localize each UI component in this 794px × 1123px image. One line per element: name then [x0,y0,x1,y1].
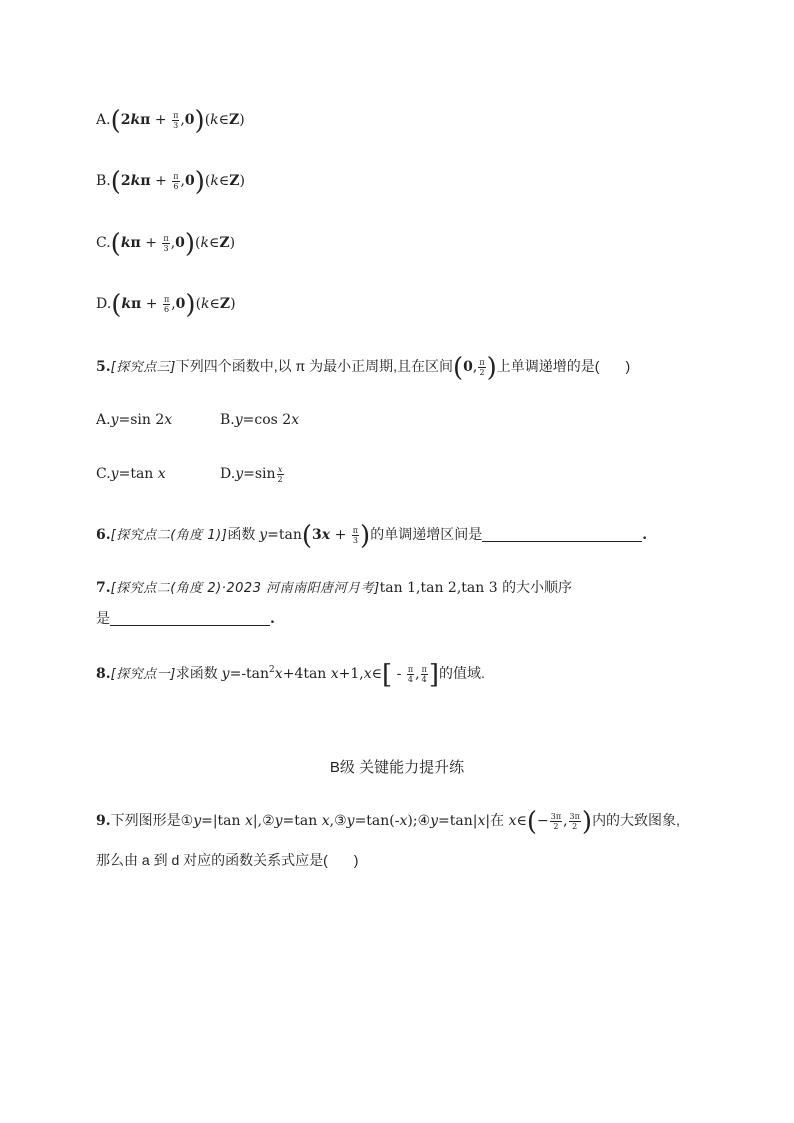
question-number: 5. [96,359,111,375]
zero: 0 [175,235,185,251]
k-var: k [120,235,131,251]
fraction: $\frac{x}{2}$ [277,464,283,484]
option-c: C.(kπ + $\frac{\pi}{3}$ ,0)(k∈Z) [96,229,236,259]
q5-options-row-1 [96,406,300,434]
fraction: $\frac{\pi}{6}$ [163,294,170,314]
option-a: A.(2kπ + $\frac{\pi}{3}$ ,0)(k∈Z) [96,106,245,136]
plus: + [145,235,157,251]
q5-option-a: A.y=sin 2x [96,412,173,428]
option-label: A. [96,112,111,128]
k-var: k [130,112,141,128]
paren-close: ) [194,167,205,197]
q5-option-c: C.y=tan x [96,466,166,482]
q5-option-b: B.y=cos 2x [220,412,300,428]
pi: π [131,296,142,312]
question-text: 下列四个函数中,以 π 为最小正周期,且在区间 [175,358,453,374]
fraction: $\frac{\pi}{2}$ [479,357,485,377]
paren-open: ( [110,106,121,136]
paren-close: ) [185,290,196,320]
question-6: 6.[探究点二(角度 1)]函数 y=tan(3x + $\frac{\pi}{3}$ )的单调递增区间是 . [96,521,648,551]
k-var: k [130,173,141,189]
question-text: tan 1,tan 2,tan 3 的大小顺序 [379,580,573,596]
option-label: B. [96,173,111,189]
plus: + [155,173,167,189]
coef: 2 [120,173,131,189]
paren-open: ( [110,229,121,259]
fraction: $\frac{\pi}{4}$ [407,664,414,684]
paren-open: ( [111,290,122,320]
answer-blank[interactable] [110,611,270,626]
fraction: $\frac{\pi}{6}$ [173,171,179,191]
question-tag: [探究点二(角度 1)] [110,528,228,543]
question-number: 9. [96,813,111,829]
paren-close: ) [184,229,196,259]
q5-option-d: D.y=sin $\frac{x}{2}$ [220,464,283,484]
question-tag: [探究点一] [110,667,176,682]
question-number: 7. [96,580,111,596]
paren-close: ) [194,106,205,136]
paren-open: ( [110,167,121,197]
question-tag: [探究点三] [110,360,176,375]
answer-blank[interactable] [482,527,642,542]
fraction: $\frac{3\pi}{2}$ [550,811,562,831]
zero: 0 [175,296,186,312]
pi: π [140,112,151,128]
zero: 0 [184,173,195,189]
fraction: $\frac{\pi}{3}$ [173,110,179,130]
question-8: 8.[探究点一]求函数 $y=-\tan^2x+4\tan$ x+1,x∈[ - $\frac{\pi}{4}$ , $\frac{\pi}{4}$ ]的值域. [96,660,485,690]
q5-options-row-2 [96,460,283,488]
option-b: B.(2kπ + $\frac{\pi}{6}$ ,0)(k∈Z) [96,167,245,197]
option-d: D.(kπ + $\frac{\pi}{6}$ ,0)(k∈Z) [96,290,236,320]
fraction: $\frac{\pi}{3}$ [163,233,169,253]
fraction: $\frac{3\pi}{2}$ [569,811,580,831]
option-label: C. [96,235,111,251]
question-tag: [探究点二(角度 2)·2023 河南南阳唐河月考] [110,581,380,596]
k-var: k [121,296,132,312]
option-label: D. [96,296,112,312]
question-number: 8. [96,666,111,682]
question-number: 6. [96,527,111,543]
question-9-line-2: 那么由 a 到 d 对应的函数关系式应是( ) [96,852,359,868]
coef: 2 [120,112,131,128]
question-9: 9.下列图形是①y=|tan x|,②y=tan x,③y=tan(-x);④y=tan|x|在 x∈(− $\frac{3\pi}{2}$ , $\frac{3\pi}{2}$ )内的大致图象, [96,807,680,837]
question-7-line-2: 是 . [96,610,275,627]
question-7 [96,574,572,603]
section-heading: B级 关键能力提升练 [329,759,465,776]
plus: + [154,112,167,128]
fraction: $\frac{\pi}{3}$ [352,525,359,545]
fraction: $\frac{\pi}{4}$ [421,664,427,684]
plus: + [145,296,158,312]
pi: π [130,235,141,251]
pi: π [140,173,151,189]
question-5: 5.[探究点三]下列四个函数中,以 π 为最小正周期,且在区间(0, $\frac{\pi}{2}$ )上单调递增的是( ) [96,353,631,383]
zero: 0 [184,112,195,128]
